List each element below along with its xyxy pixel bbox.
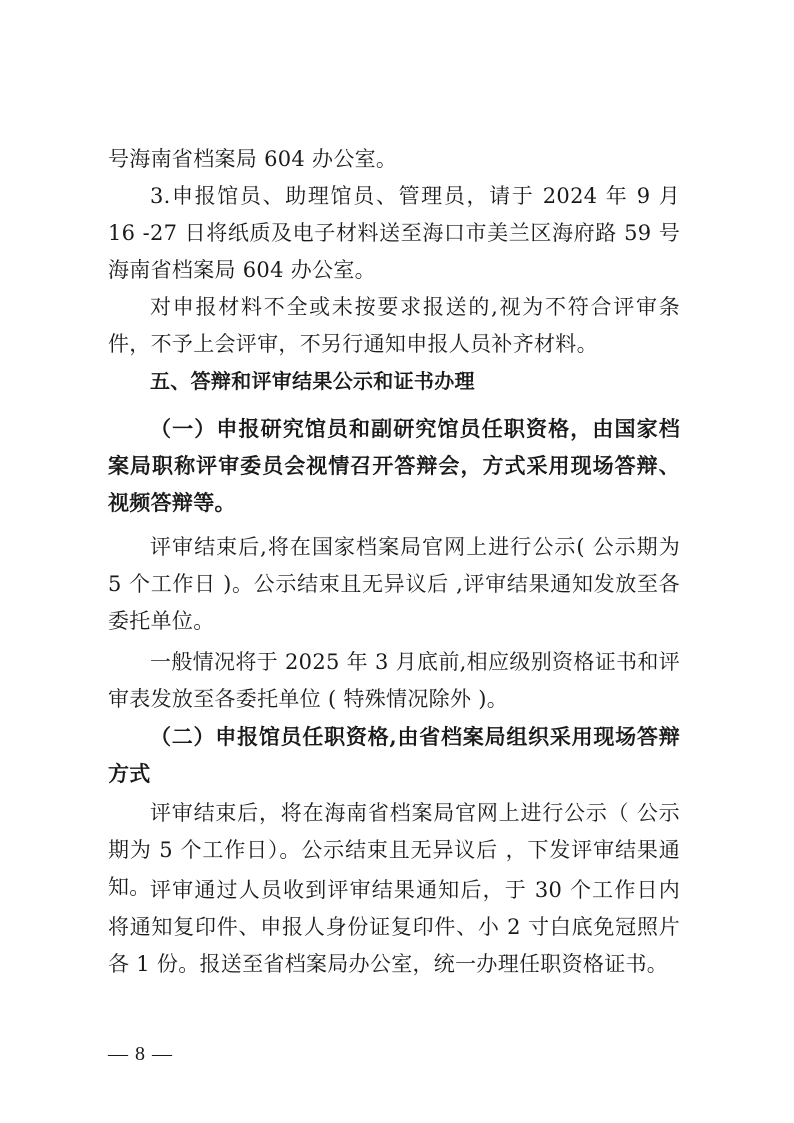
paragraph-office-location: 号海南省档案局 604 办公室。 bbox=[108, 147, 398, 171]
paragraph-certificate-issuance: 一般情况将于 2025 年 3 月底前,相应级别资格证书和评审表发放至各委托单位 ( 特殊情况除外 )。 bbox=[108, 650, 680, 711]
paragraph-subsection-1-research-librarian: （一）申报研究馆员和副研究馆员任职资格，由国家档案局职称评审委员会视情召开答辩会，方式采用现场答辩、视频答辩等。 bbox=[108, 416, 680, 515]
paragraph-provincial-publicity: 评审结束后，将在海南省档案局官网上进行公示（ 公示期为 5 个工作日）。公示结束且无异议后 ，下发评审结果通知。 bbox=[108, 801, 680, 899]
paragraph-item-3-submission: 3.申报馆员、助理馆员、管理员，请于 2024 年 9 月 16 -27 日将纸质及电子材料送至海口市美兰区海府路 59 号海南省档案局 604 办公室。 bbox=[108, 184, 680, 282]
paragraph-certificate-processing: 评审通过人员收到评审结果通知后，于 30 个工作日内将通知复印件、申报人身份证复印件、小 2 寸白底免冠照片各 1 份。报送至省档案局办公室，统一办理任职资格证书。 bbox=[108, 878, 680, 976]
paragraph-subsection-2-librarian: （二）申报馆员任职资格,由省档案局组织采用现场答辩方式 bbox=[108, 724, 680, 786]
section-heading-defense-results: 五、答辩和评审结果公示和证书办理 bbox=[150, 369, 475, 393]
page-number: — 8 — bbox=[108, 1043, 173, 1065]
paragraph-incomplete-materials: 对申报材料不全或未按要求报送的,视为不符合评审条件，不予上会评审，不另行通知申报人员补齐材料。 bbox=[108, 295, 680, 356]
paragraph-national-publicity: 评审结束后,将在国家档案局官网上进行公示( 公示期为 5 个工作日 )。公示结束且无异议后 ,评审结果通知发放至各委托单位。 bbox=[108, 535, 680, 633]
